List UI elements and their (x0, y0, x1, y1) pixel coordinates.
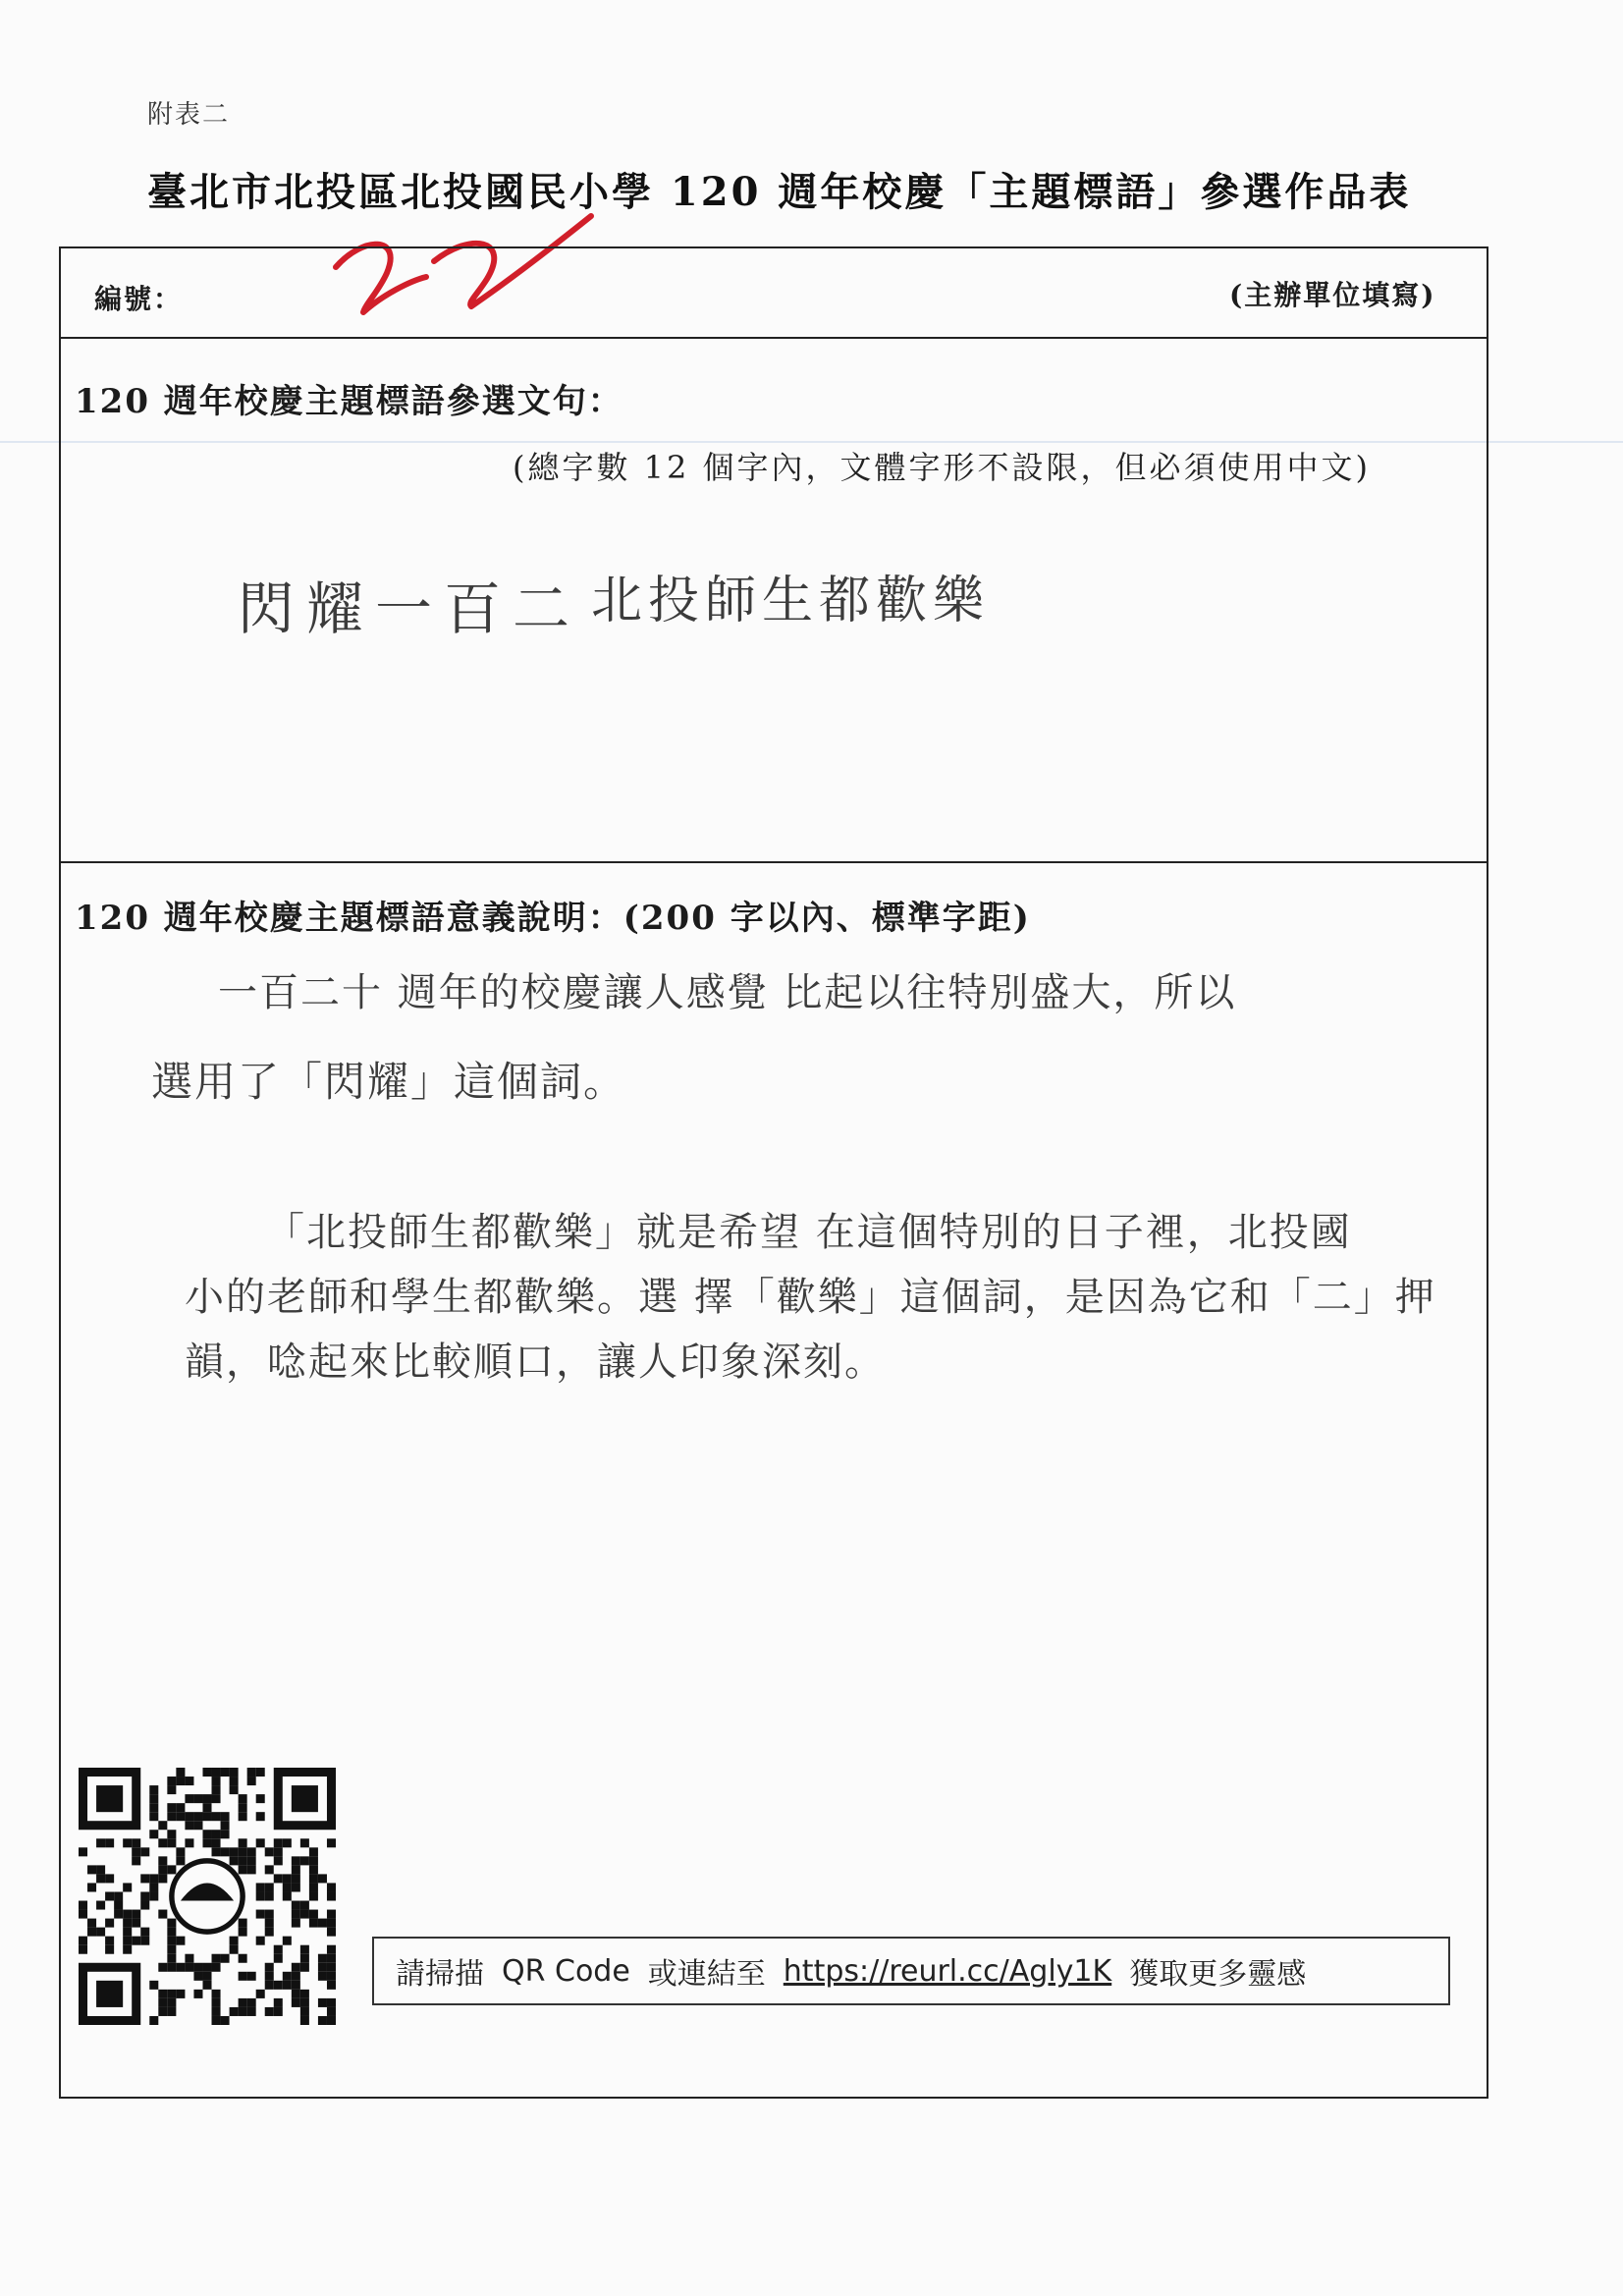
slogan-rules-note: (總字數 12 個字內，文體字形不設限，但必須使用中文) (513, 449, 1372, 486)
inspiration-link[interactable]: https://reurl.cc/Agly1K (783, 1953, 1112, 1989)
footer-prompt: 請掃描 (396, 1957, 484, 1992)
slogan-section-label: 120 週年校慶主題標語參選文句： (75, 382, 623, 421)
slogan-handwritten-part2: 北投師生都歡樂 (591, 572, 991, 630)
meaning-paragraph2-line1: 「北投師生都歡樂」就是希望 在這個特別的日子裡，北投國 (265, 1210, 1352, 1255)
footer-link-box (372, 1937, 1450, 2005)
footer-suffix: 獲取更多靈感 (1129, 1957, 1307, 1992)
row-divider-1 (61, 337, 1487, 339)
organizer-fill-note: (主辦單位填寫) (1229, 279, 1436, 311)
meaning-paragraph1-line2: 選用了「閃耀」這個詞。 (151, 1058, 627, 1106)
footer-connector: 或連結至 (647, 1957, 766, 1992)
meaning-section-label: 120 週年校慶主題標語意義說明：(200 字以內、標準字距) (75, 899, 1031, 938)
slogan-handwritten-part1: 閃耀一百二 (238, 575, 582, 642)
meaning-paragraph2-line3: 韻，唸起來比較順口，讓人印象深刻。 (185, 1339, 886, 1385)
number-label: 編號： (94, 283, 184, 315)
row-divider-2 (61, 861, 1487, 863)
page-title: 臺北市北投區北投國民小學 120 週年校慶「主題標語」參選作品表 (147, 169, 1412, 215)
appendix-label: 附表二 (147, 100, 231, 130)
qr-code-icon[interactable] (79, 1768, 336, 2025)
meaning-paragraph1-line1: 一百二十 週年的校慶讓人感覺 比起以往特別盛大，所以 (218, 970, 1237, 1015)
footer-qr-label: QR Code (502, 1953, 630, 1989)
meaning-paragraph2-line2: 小的老師和學生都歡樂。選 擇「歡樂」這個詞，是因為它和「二」押 (185, 1275, 1436, 1320)
